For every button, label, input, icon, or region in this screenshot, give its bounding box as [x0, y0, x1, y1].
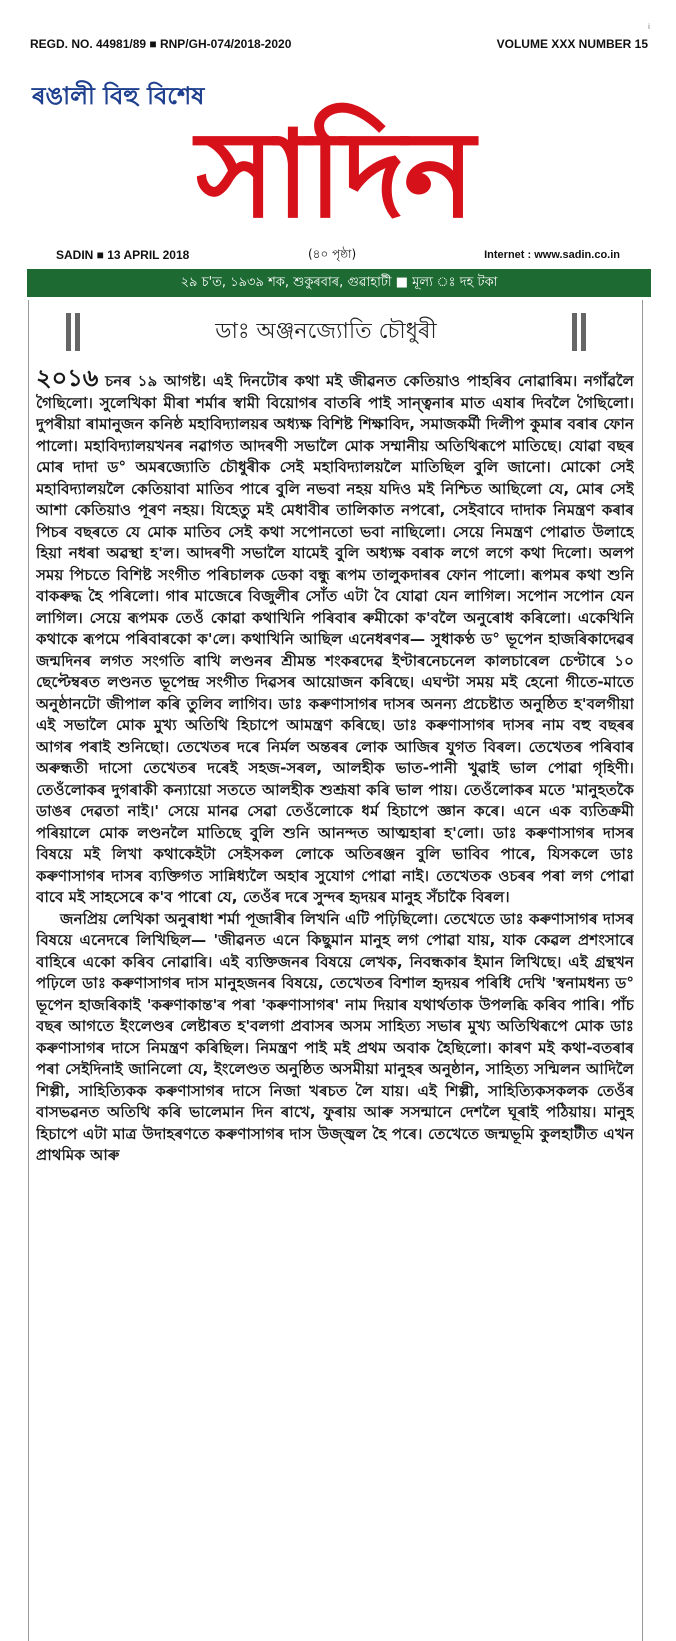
byline-bar-decoration: [581, 313, 586, 351]
byline-box: [66, 313, 586, 351]
author-byline: ডাঃ অঞ্জনজ্যোতি চৌধুৰী: [215, 319, 437, 344]
article-paragraph: [36, 368, 634, 909]
website-link[interactable]: Internet : www.sadin.co.in: [484, 249, 620, 261]
article-paragraph: জনপ্ৰিয় লেখিকা অনুৰাধা শৰ্মা পূজাৰীৰ লিখনি এটি পঢ়িছিলো। তেখেতে ডাঃ কৰুণাসাগৰ দাসৰ বিষয়ে এনেদৰে লিখিছিল— 'জীৱনত এনে কিছুমান মানুহ লগ পোৱা যায়, যাক কেৱল প্ৰশংসাৰে বাহিৰে একো কৰিব নোৱাৰি। এই ব্যক্তিজনৰ বিষয়ে লেখক, নিবন্ধকাৰ ইমান লিখিছে। এই গ্ৰন্থখন পঢ়িলে ডাঃ কৰুণাসাগৰ দাস মানুহজনৰ বিষয়ে, তেখেতৰ বিশাল হৃদয়ৰ পৰিধি দেখি 'স্বনামধন্য ড° ভূপেন হাজৰিকাই 'কৰুণাকান্ত'ৰ পৰা 'কৰুণাসাগৰ' নাম দিয়াৰ যথাৰ্থতাক উপলব্ধি কৰিব পাৰি। পাঁচ বছৰ আগতে ইংলেণ্ডৰ লেষ্টাৰত হ'বলগা প্ৰবাসৰ অসম সাহিত্য সভাৰ মুখ্য অতিথিৰূপে মোক ডাঃ কৰুণাসাগৰ দাসে নিমন্ত্ৰণ কৰিছিল। নিমন্ত্ৰণ পাই মই প্ৰথম অবাক হৈছিলো। কাৰণ মই কথা-বতৰাৰ পৰা সেইদিনাই জানিলো যে, ইংলেণ্ডত অনুষ্ঠিত অসমীয়া মানুহৰ অনুষ্ঠান, সাহিত্য সন্মিলন আদিলৈ শিল্পী, সাহিত্যিকক কৰুণাসাগৰ দাসে নিজা খৰচত লৈ যায়। এই শিল্পী, সাহিত্যিকসকলক তেওঁৰ বাসভৱনত অতিথি কৰি ভালেমান দিন ৰাখে, ফুৰায় আৰু সসন্মানে দেশলৈ ঘূৰাই পঠিয়ায়। মানুহ হিচাপে এটা মাত্ৰ উদাহৰণতে কৰুণাসাগৰ দাস উজ্জ্বল হৈ পৰে। তেখেতে জন্মভূমি কুলহাটীত এখন প্ৰাথমিক আৰু: [36, 909, 634, 1164]
special-edition-label: ৰঙালী বিহু বিশেষ: [32, 81, 205, 110]
page-frame-right: [642, 300, 643, 1641]
dropcap-year: ২০১৬: [36, 368, 99, 392]
registration-number: REGD. NO. 44981/89 ■ RNP/GH-074/2018-2020: [30, 37, 292, 51]
corner-mark: i: [648, 23, 650, 31]
page-count: (৪০ পৃষ্ঠা): [308, 247, 357, 261]
page-frame-left: [28, 300, 29, 1641]
date-price-bar: ২৯ চ'ত, ১৯৩৯ শক, শুকুৰবাৰ, গুৱাহাটী ■ মূল্য ঃ দহ টকা: [27, 269, 651, 297]
dateline: SADIN ■ 13 APRIL 2018: [56, 248, 190, 262]
byline-bar-decoration: [75, 313, 80, 351]
article-body: [36, 368, 634, 1636]
paragraph-text: চনৰ ১৯ আগষ্ট। এই দিনটোৰ কথা মই জীৱনত কেতিয়াও পাহৰিব নোৱাৰিম। নগাঁৱলৈ গৈছিলো। সুলেখিকা মীৰা শৰ্মাৰ স্বামী বিয়োগৰ বাতৰি পাই সান্ত্বনাৰ মাত এষাৰ দিবলৈ গৈছিলো। দুপৰীয়া ৰামানুজন কনিষ্ঠ মহাবিদ্যালয়ৰ অধ্যক্ষ বিশিষ্ট শিক্ষাবিদ, সমাজকৰ্মী দিলীপ কুমাৰ বৰাৰ ফোন পালো। মহাবিদ্যালয়খনৰ নৱাগত আদৰণী সভালৈ মোক সম্মানীয় অতিথিৰূপে মাতিছে। যোৱা বছৰ মোৰ দাদা ড° অমৰজ্যোতি চৌধুৰীক সেই মহাবিদ্যালয়লৈ মাতিছিল বুলি জানো। মোকো সেই মহাবিদ্যালয়লৈ কেতিয়াবা মাতিব পাৰে বুলি নভবা নহয় যদিও মই নিশ্চিত আছিলো যে, মোৰ সেই আশা কেতিয়াও পূৰণ নহয়। যিহেতু মই মেধাবীৰ তালিকাত নপৰো, সেইবাবে দাদাক নিমন্ত্ৰণ কৰাৰ পিচৰ বছৰতে যে মোক মাতিব সেই কথা সপোনতো ভবা নাছিলো। সেয়ে নিমন্ত্ৰণ পোৱাত উলাহে হিয়া নধৰা অৱস্থা হ'ল। আদৰণী সভালৈ যামেই বুলি অধ্যক্ষ বৰাক লগে লগে কথা দিলো। অলপ সময় পিচতে বিশিষ্ট সংগীত পৰিচালক ডেকা বন্ধু ৰূপম তালুকদাৰৰ ফোন পালো। ৰূপমৰ কথা শুনি বাকৰুদ্ধ হৈ পৰিলো। গাৰ মাজেৰে বিজুলীৰ সোঁত এটা বৈ যোৱা যেন লাগিল। সপোন সপোন যেন লাগিল। সেয়ে ৰূপমক তেওঁ কোৱা কথাখিনি পৰিবাৰ ৰুমীকো ক'বলৈ অনুৰোধ কৰিলো। একেখিনি কথাকে ৰূপমে পৰিবাৰকো ক'লে। কথাখিনি আছিল এনেধৰণৰ— সুধাকণ্ঠ ড° ভূপেন হাজৰিকাদেৱৰ জন্মদিনৰ লগত সংগতি ৰাখি লণ্ডনৰ শ্ৰীমন্ত শংকৰদেৱ ইণ্টাৰনেচনেল কালচাৰেল চেণ্টাৰে ১০ ছেপ্টেম্বৰত লণ্ডনত ভূপেন্দ্ৰ সংগীত দিৱসৰ আয়োজন কৰিছে। এঘণ্টা সময় মই হেনো গীতে-মাতে অনুষ্ঠানটো জীপাল কৰি তুলিব লাগিব। ডাঃ কৰুণাসাগৰ দাসৰ অনন্য প্ৰচেষ্টাত অনুষ্ঠিত হ'বলগীয়া এই সভালৈ মোক মুখ্য অতিথি হিচাপে আমন্ত্ৰণ কৰিছে। ডাঃ কৰুণাসাগৰ দাসৰ নাম বহু বছৰৰ আগৰ পৰাই শুনিছো। তেখেতৰ দৰে নিৰ্মল অন্তৰৰ লোক আজিৰ যুগত বিৰল। তেখেতৰ পৰিবাৰ অৰুন্ধতী দাসো তেখেতৰ দৰেই সহজ-সৰল, আলহীক ভাত-পানী খুৱাই ভাল পোৱা গৃহিণী। তেওঁলোকৰ দুগৰাকী কন্যায়ো সততে আলহীক শুশ্ৰূষা কৰি ভাল পায়। তেওঁলোকৰ মতে 'মানুহতকৈ ডাঙৰ দেৱতা নাই।' সেয়ে মানৱ সেৱা তেওঁলোকে ধৰ্ম হিচাপে জ্ঞান কৰে। এনে এক ব্যতিক্ৰমী পৰিয়ালে মোক লণ্ডনলৈ মাতিছে বুলি শুনি আনন্দত আত্মহাৰা হ'লো। ডাঃ কৰুণাসাগৰ দাসৰ বিষয়ে মই লিখা কথাকেইটা সেইসকল লোকে অতিৰঞ্জন বুলি ভাবিব পাৰে, যিসকলে ডাঃ কৰুণাসাগৰ দাসৰ ব্যক্তিগত সান্নিধ্যলৈ অহাৰ সুযোগ পোৱা নাই। তেখেতক ওচৰৰ পৰা লগ পোৱা বাবে মই সাহসেৰে ক'ব পাৰো যে, তেওঁৰ দৰে সুন্দৰ হৃদয়ৰ মানুহ সঁচাকৈ বিৰল।: [36, 372, 634, 906]
volume-number: VOLUME XXX NUMBER 15: [496, 37, 648, 51]
newspaper-masthead-logo: সাদিন: [196, 104, 474, 245]
byline-bar-decoration: [66, 313, 71, 351]
byline-bar-decoration: [572, 313, 577, 351]
